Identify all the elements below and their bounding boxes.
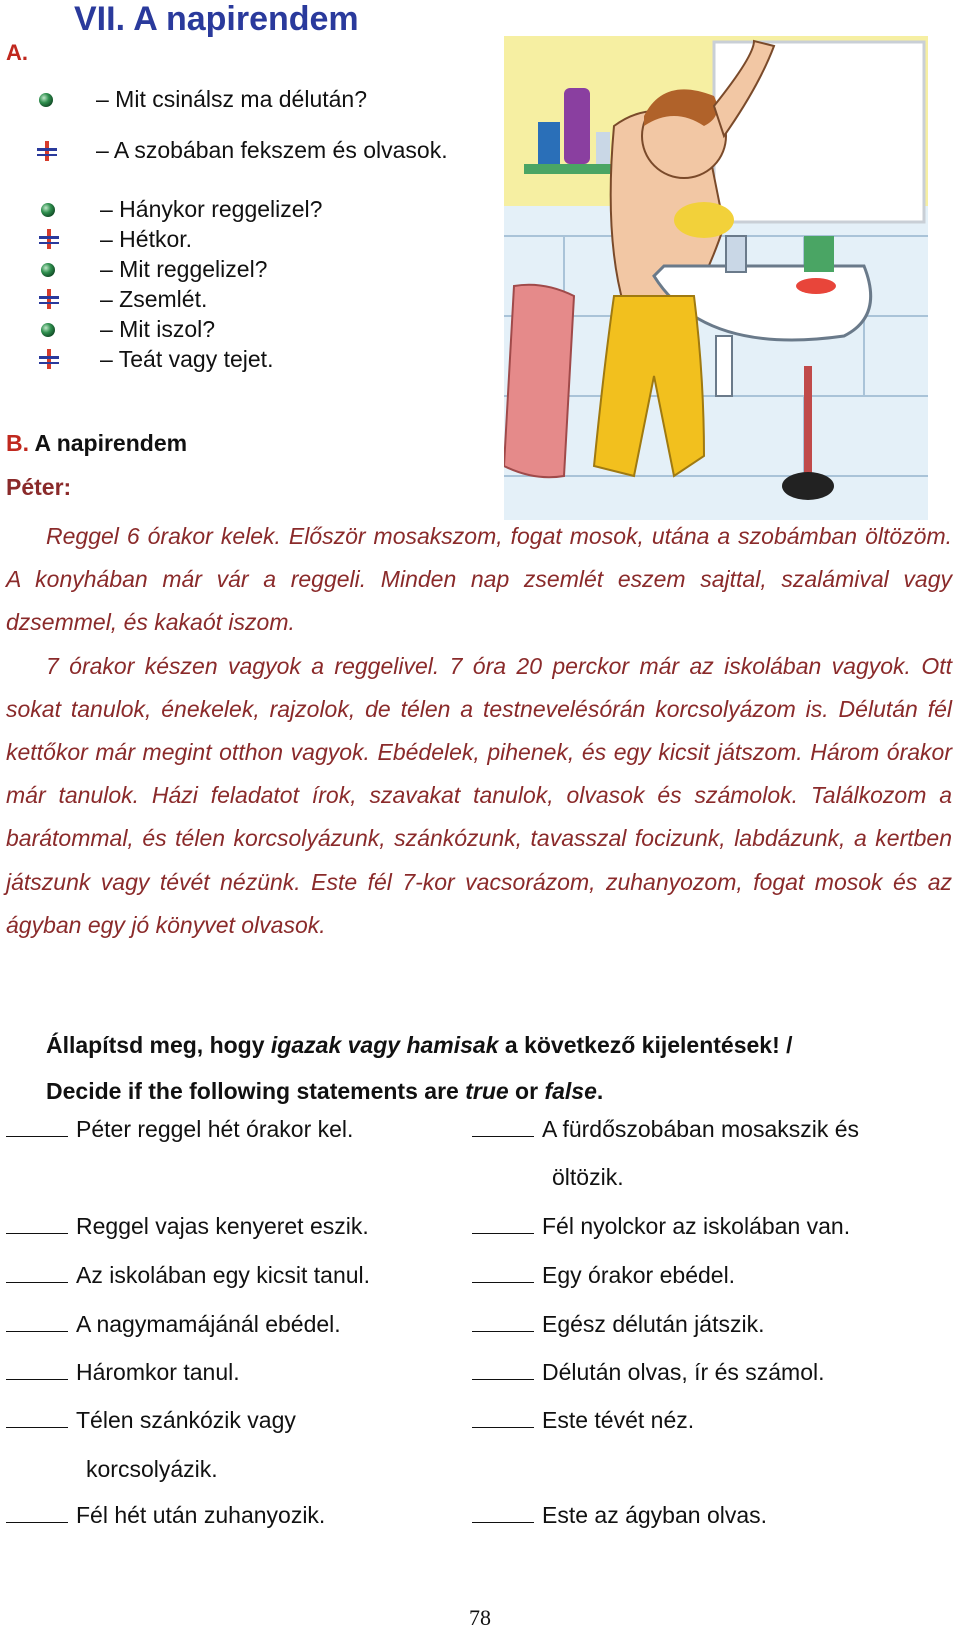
dialog-line: – Mit reggelizel? xyxy=(100,256,268,282)
answer-blank[interactable] xyxy=(472,1313,534,1332)
dialog-line: – Teát vagy tejet. xyxy=(100,346,274,372)
statement-item xyxy=(6,1262,370,1289)
dialog-line: – Zsemlét. xyxy=(100,286,208,312)
statement-item xyxy=(472,1116,859,1143)
page-number: 78 xyxy=(469,1605,491,1630)
answer-blank[interactable] xyxy=(6,1313,68,1332)
cross-icon xyxy=(38,228,60,250)
instruction-emphasis: igazak vagy hamisak xyxy=(270,1032,499,1058)
dialog-line: – A szobában fekszem és olvasok. xyxy=(96,137,448,163)
instruction-text: Decide if the following statements are xyxy=(46,1078,466,1104)
instruction-text: a következő kijelentések! / xyxy=(498,1032,793,1058)
dialog-line: – Mit csinálsz ma délután? xyxy=(96,86,368,112)
answer-blank[interactable] xyxy=(6,1215,68,1234)
green-ball-icon xyxy=(40,262,56,278)
statement-item xyxy=(6,1116,353,1143)
statement-item xyxy=(6,1359,240,1386)
instruction-english xyxy=(46,1068,946,1114)
instruction-text: Állapítsd meg, hogy xyxy=(46,1032,271,1058)
answer-blank[interactable] xyxy=(472,1504,534,1523)
statement-continuation: öltözik. xyxy=(552,1164,624,1190)
statement-text: Délután olvas, ír és számol. xyxy=(542,1359,825,1385)
statement-text: Egy órakor ebédel. xyxy=(542,1262,736,1288)
statement-item xyxy=(472,1407,694,1434)
answer-blank[interactable] xyxy=(472,1361,534,1380)
statement-text: A nagymamájánál ebédel. xyxy=(76,1311,341,1337)
exercise-instructions xyxy=(46,1022,946,1114)
green-ball-icon xyxy=(38,92,54,108)
statement-continuation: korcsolyázik. xyxy=(86,1456,218,1482)
answer-blank[interactable] xyxy=(6,1361,68,1380)
reading-paragraph: 7 órakor készen vagyok a reggelivel. 7 óra 20 perckor már az iskolában vagyok. Ott sokat tanulok, énekelek, rajzolok, de télen a testnevelésórán korcsolyázom is. Délután fél kettőkor már megint otthon vagyok. Ebédelek, pihenek, és egy kicsit játszom. Három órakor már tanulok. Házi feladatot írok, szavakat tanulok, olvasok és számolok. Találkozom a barátommal, és télen korcsolyázunk, szánkózunk, tavasszal focizunk, labdázunk, a kertben játszunk vagy tévét nézünk. Este fél 7-kor vacsorázom, zuhanyozom, fogat mosok és az ágyban egy jó könyvet olvasok. xyxy=(6,652,952,938)
statement-text: A fürdőszobában mosakszik és xyxy=(542,1116,860,1142)
instruction-text: . xyxy=(596,1078,604,1104)
green-ball-icon xyxy=(40,202,56,218)
chapter-title: VII. A napirendem xyxy=(74,0,359,38)
statement-item xyxy=(472,1502,767,1529)
answer-blank[interactable] xyxy=(6,1264,68,1283)
boy-washing-illustration xyxy=(504,36,928,520)
statement-text: Reggel vajas kenyeret eszik. xyxy=(76,1213,369,1239)
section-b-heading xyxy=(6,430,187,457)
answer-blank[interactable] xyxy=(472,1215,534,1234)
answer-blank[interactable] xyxy=(472,1118,534,1137)
statement-text: Este az ágyban olvas. xyxy=(542,1502,768,1528)
section-b-title: A napirendem xyxy=(34,430,188,456)
statement-item xyxy=(6,1213,369,1240)
statement-text: Háromkor tanul. xyxy=(76,1359,240,1385)
statement-item xyxy=(6,1407,296,1434)
cross-icon xyxy=(36,140,58,162)
cross-icon xyxy=(38,288,60,310)
reading-text xyxy=(6,515,952,947)
answer-blank[interactable] xyxy=(472,1409,534,1428)
cross-icon xyxy=(38,348,60,370)
green-ball-icon xyxy=(40,322,56,338)
speaker-name: Péter: xyxy=(6,474,72,500)
statement-item xyxy=(472,1213,850,1240)
statement-item xyxy=(472,1359,825,1386)
statement-text: Egész délután játszik. xyxy=(542,1311,765,1337)
statement-text: Este tévét néz. xyxy=(542,1407,695,1433)
statement-text: Fél hét után zuhanyozik. xyxy=(76,1502,326,1528)
answer-blank[interactable] xyxy=(6,1409,68,1428)
instruction-hungarian xyxy=(46,1022,946,1068)
statement-item xyxy=(472,1262,735,1289)
statement-text: Télen szánkózik vagy xyxy=(76,1407,296,1433)
statement-item xyxy=(6,1502,325,1529)
statement-text: Péter reggel hét órakor kel. xyxy=(76,1116,354,1142)
dialog-line: – Hánykor reggelizel? xyxy=(100,196,323,222)
dialog-line: – Mit iszol? xyxy=(100,316,216,342)
instruction-text: or xyxy=(508,1078,545,1104)
statement-item xyxy=(472,1311,764,1338)
answer-blank[interactable] xyxy=(472,1264,534,1283)
section-a-label: A. xyxy=(6,40,28,65)
statement-item xyxy=(6,1311,341,1338)
section-b-label: B. xyxy=(6,430,29,456)
statement-text: Fél nyolckor az iskolában van. xyxy=(542,1213,851,1239)
instruction-emphasis: false xyxy=(544,1078,597,1104)
instruction-emphasis: true xyxy=(465,1078,509,1104)
dialog-line: – Hétkor. xyxy=(100,226,193,252)
reading-paragraph: Reggel 6 órakor kelek. Először mosakszom, fogat mosok, utána a szobámban öltözöm. A konyhában már vár a reggeli. Minden nap zsemlét eszem sajttal, szalámival vagy dzsemmel, és kakaót iszom. xyxy=(6,523,952,636)
answer-blank[interactable] xyxy=(6,1504,68,1523)
statement-text: Az iskolában egy kicsit tanul. xyxy=(76,1262,371,1288)
answer-blank[interactable] xyxy=(6,1118,68,1137)
